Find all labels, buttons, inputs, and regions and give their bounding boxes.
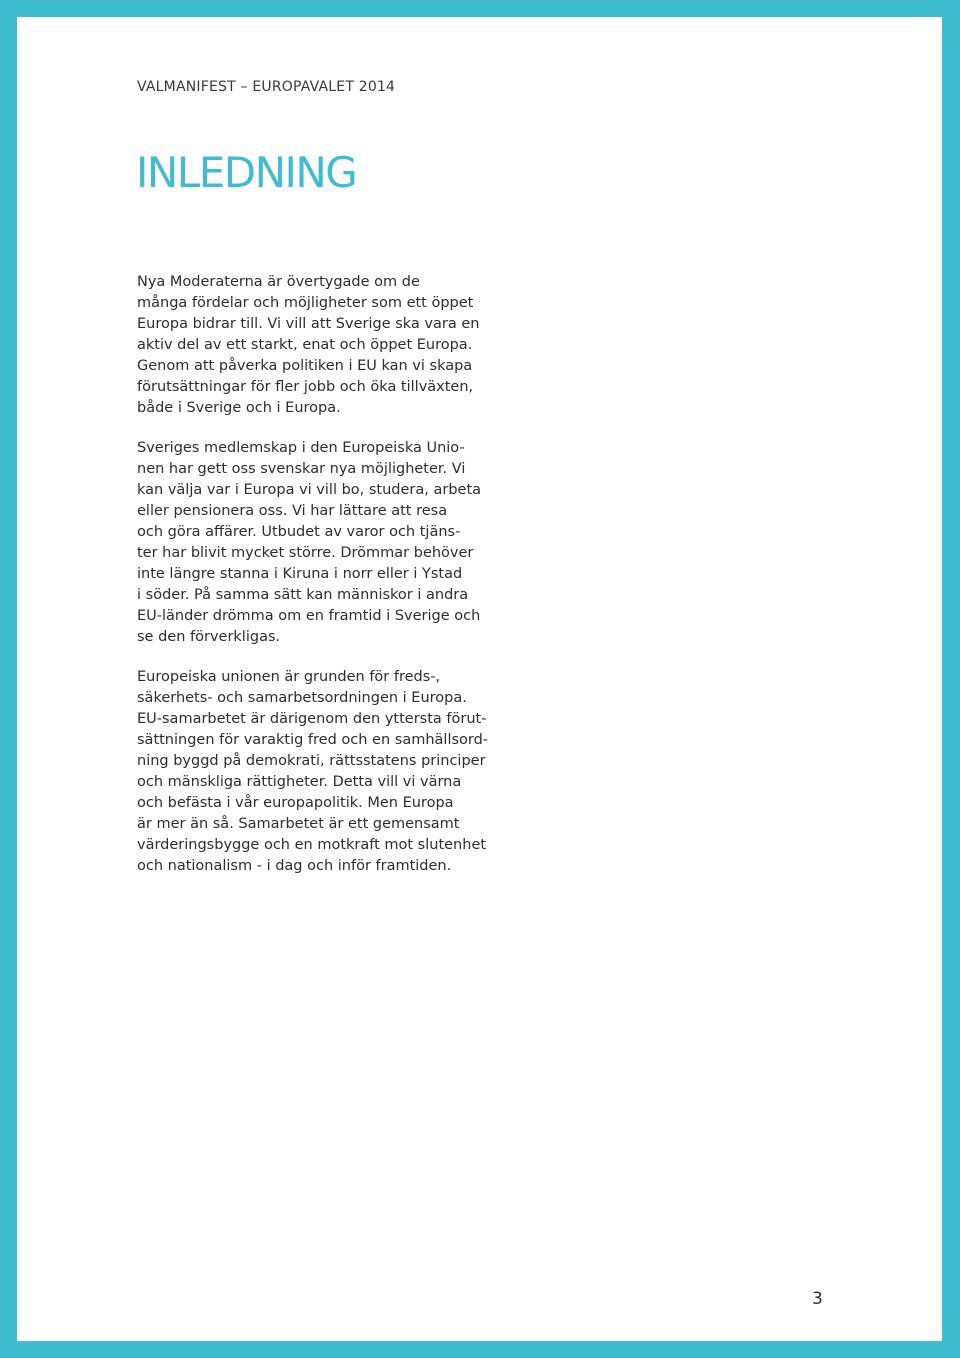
text-line: Genom att påverka politiken i EU kan vi skapa — [137, 358, 473, 374]
text-line: i söder. På samma sätt kan människor i andra — [137, 587, 469, 603]
text-line: kan välja var i Europa vi vill bo, studera, arbeta — [137, 482, 482, 498]
text-line: eller pensionera oss. Vi har lättare att resa — [137, 503, 448, 519]
text-line: och befästa i vår europapolitik. Men Europa — [137, 795, 454, 811]
text-line: många fördelar och möjligheter som ett öppet — [137, 295, 474, 311]
text-line: ning byggd på demokrati, rättsstatens principer — [137, 753, 486, 769]
text-line: och göra affärer. Utbudet av varor och tjäns- — [137, 524, 461, 540]
text-line: aktiv del av ett starkt, enat och öppet Europa. — [137, 337, 473, 353]
text-line: Nya Moderaterna är övertygade om de — [137, 274, 420, 290]
text-line: ter har blivit mycket större. Drömmar behöver — [137, 545, 474, 561]
text-line: förutsättningar för fler jobb och öka tillväxten, — [137, 379, 474, 395]
page-number: 3 — [812, 1289, 823, 1309]
text-line: och mänskliga rättigheter. Detta vill vi värna — [137, 774, 462, 790]
text-line: se den förverkligas. — [137, 629, 281, 645]
paragraph-1 — [137, 272, 537, 419]
text-line: EU-samarbetet är därigenom den yttersta förut- — [137, 711, 487, 727]
text-line: inte längre stanna i Kiruna i norr eller i Ystad — [137, 566, 463, 582]
text-line: nen har gett oss svenskar nya möjligheter. Vi — [137, 461, 466, 477]
text-line: Europa bidrar till. Vi vill att Sverige ska vara en — [137, 316, 480, 332]
text-line: sättningen för varaktig fred och en samhällsord- — [137, 732, 489, 748]
text-line: EU-länder drömma om en framtid i Sverige och — [137, 608, 481, 624]
text-line: Europeiska unionen är grunden för freds-, — [137, 669, 441, 685]
running-header: VALMANIFEST – EUROPAVALET 2014 — [137, 79, 396, 95]
paragraph-2 — [137, 438, 537, 648]
text-line: och nationalism - i dag och inför framtiden. — [137, 858, 452, 874]
text-line: värderingsbygge och en motkraft mot slutenhet — [137, 837, 487, 853]
text-line: Sveriges medlemskap i den Europeiska Unio- — [137, 440, 465, 456]
body-text — [137, 272, 537, 896]
page-title: INLEDNING — [136, 148, 357, 197]
text-line: är mer än så. Samarbetet är ett gemensamt — [137, 816, 460, 832]
paragraph-3 — [137, 667, 537, 877]
text-line: säkerhets- och samarbetsordningen i Europa. — [137, 690, 467, 706]
text-line: både i Sverige och i Europa. — [137, 400, 341, 416]
